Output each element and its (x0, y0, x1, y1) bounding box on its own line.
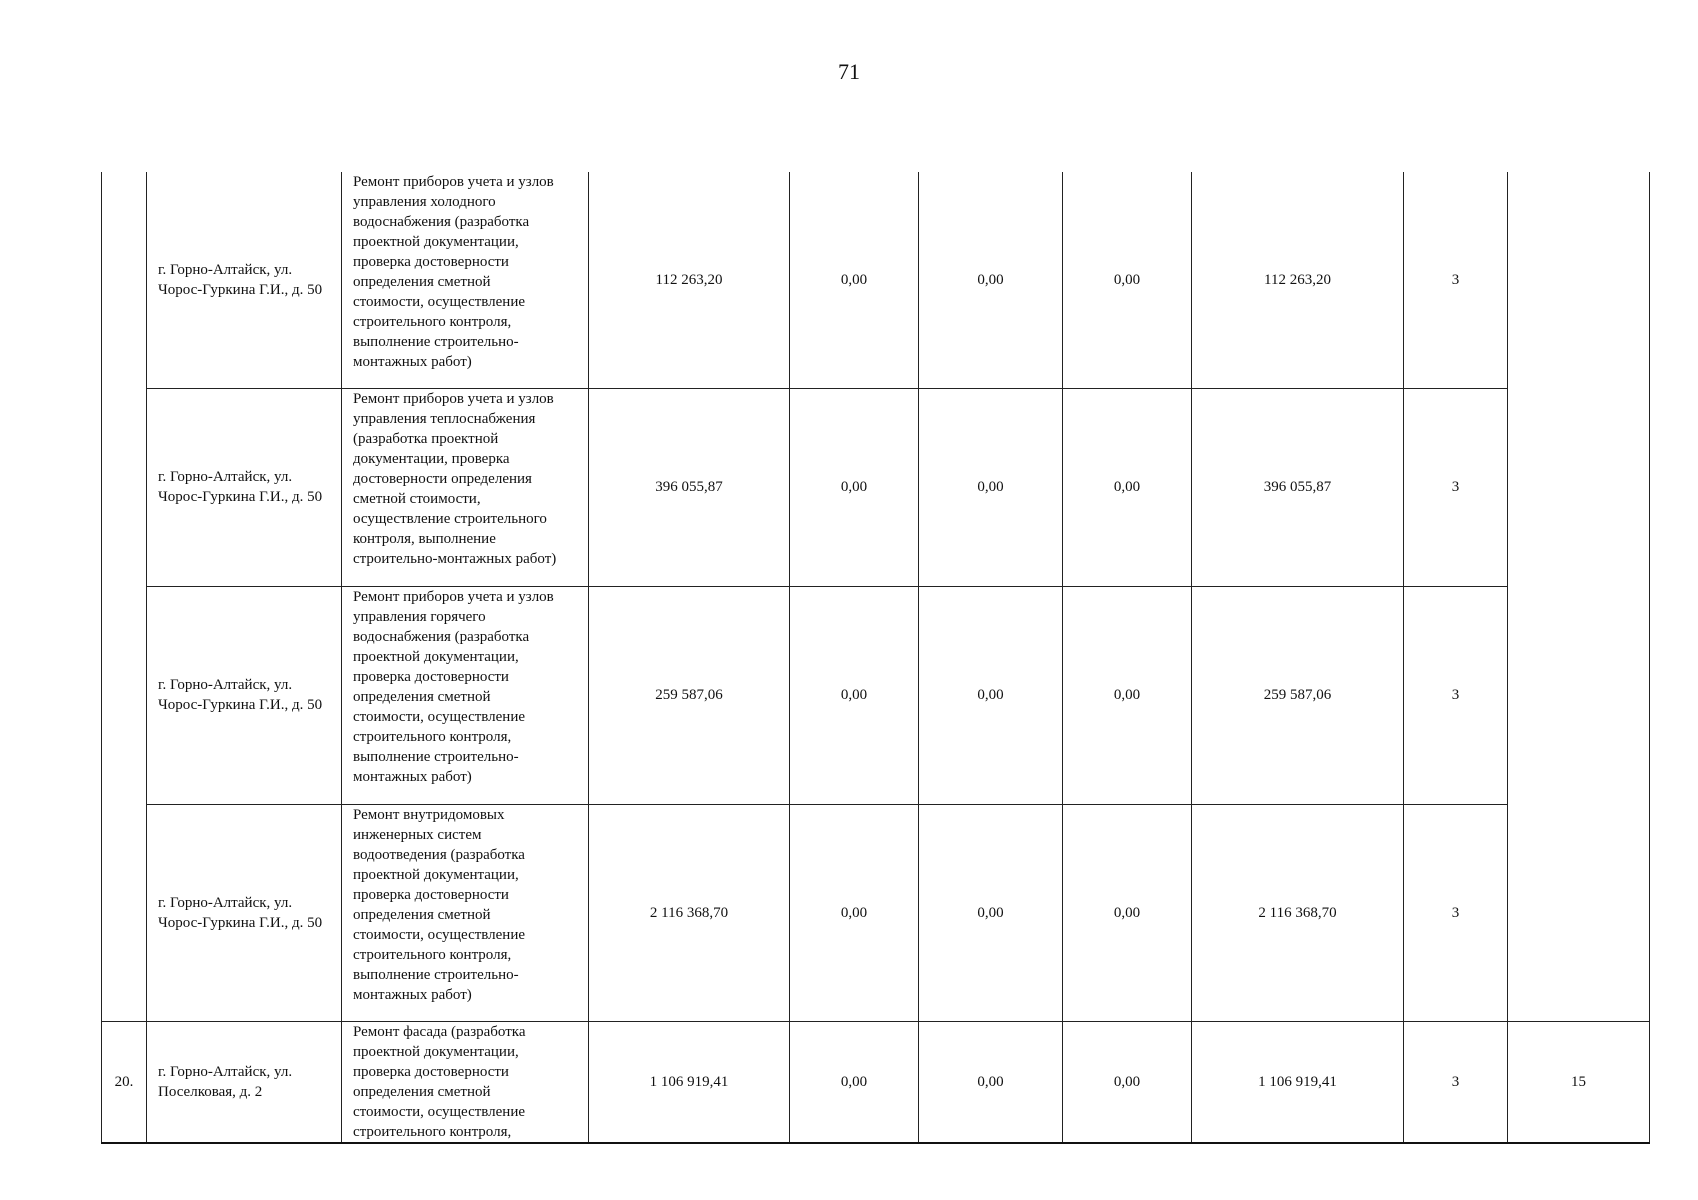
address-cell: г. Горно-Алтайск, ул. Чорос-Гуркина Г.И., д. 50 (147, 388, 342, 586)
value-cell-1: 0,00 (790, 172, 919, 388)
extra-cell (1508, 172, 1650, 1021)
address-cell: г. Горно-Алтайск, ул. Чорос-Гуркина Г.И., д. 50 (147, 586, 342, 804)
work-description-cell: Ремонт внутридомовых инженерных систем водоотведения (разработка проектной документации, проверка достоверности определения сметной стоимости, осуществление строительного контроля, выполнение строительно- монтажных работ) (342, 804, 589, 1021)
value-cell-3: 0,00 (1063, 388, 1192, 586)
works-table (101, 172, 1650, 1144)
address-cell: г. Горно-Алтайск, ул. Чорос-Гуркина Г.И., д. 50 (147, 804, 342, 1021)
work-description-cell: Ремонт приборов учета и узлов управления теплоснабжения (разработка проектной документации, проверка достоверности определения сметной стоимости, осуществление строительного контроля, выполнение строительно-монтажных работ) (342, 388, 589, 586)
year-cell: 3 (1404, 804, 1508, 1021)
value-cell-1: 0,00 (790, 388, 919, 586)
value-cell-4: 2 116 368,70 (1192, 804, 1404, 1021)
value-cell-4: 259 587,06 (1192, 586, 1404, 804)
row-number-cell (102, 172, 147, 1021)
page-number: 71 (838, 59, 860, 84)
total-cost-cell: 2 116 368,70 (589, 804, 790, 1021)
value-cell-4: 396 055,87 (1192, 388, 1404, 586)
extra-cell: 15 (1508, 1021, 1650, 1143)
year-cell: 3 (1404, 1021, 1508, 1143)
value-cell-4: 112 263,20 (1192, 172, 1404, 388)
total-cost-cell: 1 106 919,41 (589, 1021, 790, 1143)
year-cell: 3 (1404, 172, 1508, 388)
value-cell-3: 0,00 (1063, 804, 1192, 1021)
value-cell-3: 0,00 (1063, 172, 1192, 388)
table-row (102, 1021, 1650, 1143)
work-description-cell: Ремонт приборов учета и узлов управления горячего водоснабжения (разработка проектной документации, проверка достоверности определения сметной стоимости, осуществление строительного контроля, выполнение строительно- монтажных работ) (342, 586, 589, 804)
value-cell-2: 0,00 (919, 804, 1063, 1021)
value-cell-1: 0,00 (790, 1021, 919, 1143)
table-row (102, 388, 1650, 586)
row-number-cell: 20. (102, 1021, 147, 1143)
table-row (102, 586, 1650, 804)
total-cost-cell: 259 587,06 (589, 586, 790, 804)
value-cell-4: 1 106 919,41 (1192, 1021, 1404, 1143)
year-cell: 3 (1404, 388, 1508, 586)
table-row (102, 804, 1650, 1021)
value-cell-3: 0,00 (1063, 586, 1192, 804)
year-cell: 3 (1404, 586, 1508, 804)
table-row (102, 172, 1650, 388)
work-description-cell: Ремонт фасада (разработка проектной документации, проверка достоверности определения сметной стоимости, осуществление строительного контроля, (342, 1021, 589, 1143)
address-cell: г. Горно-Алтайск, ул. Поселковая, д. 2 (147, 1021, 342, 1143)
value-cell-2: 0,00 (919, 172, 1063, 388)
total-cost-cell: 112 263,20 (589, 172, 790, 388)
address-cell: г. Горно-Алтайск, ул. Чорос-Гуркина Г.И., д. 50 (147, 172, 342, 388)
value-cell-1: 0,00 (790, 586, 919, 804)
value-cell-2: 0,00 (919, 1021, 1063, 1143)
value-cell-2: 0,00 (919, 388, 1063, 586)
value-cell-2: 0,00 (919, 586, 1063, 804)
value-cell-1: 0,00 (790, 804, 919, 1021)
value-cell-3: 0,00 (1063, 1021, 1192, 1143)
total-cost-cell: 396 055,87 (589, 388, 790, 586)
work-description-cell: Ремонт приборов учета и узлов управления холодного водоснабжения (разработка проектной документации, проверка достоверности определения сметной стоимости, осуществление строительного контроля, выполнение строительно- монтажных работ) (342, 172, 589, 388)
